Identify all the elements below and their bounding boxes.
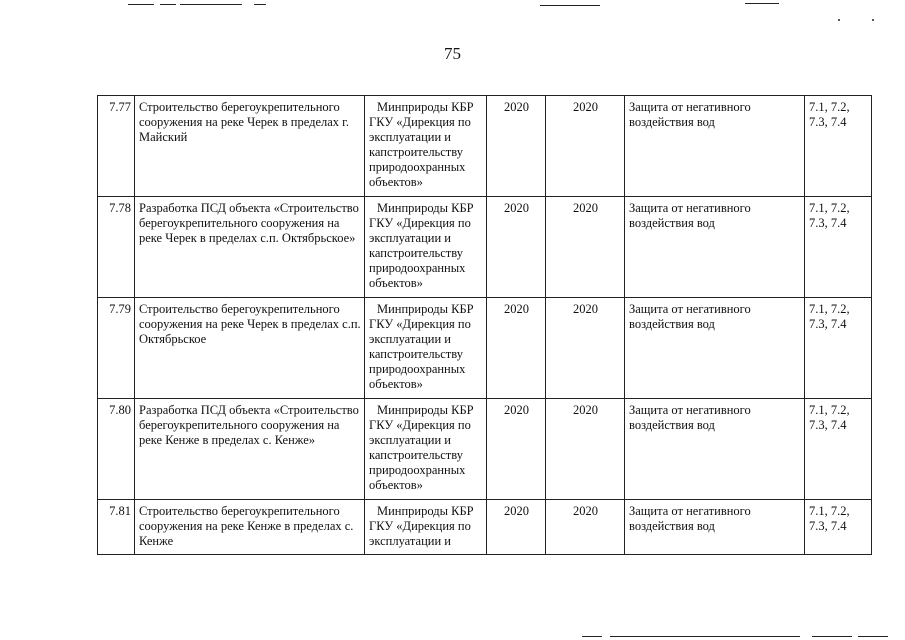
start-year: 2020 (487, 500, 546, 555)
scan-artifact-line (128, 4, 154, 5)
row-number: 7.80 (98, 399, 135, 500)
end-year: 2020 (546, 399, 625, 500)
scan-artifact-line (540, 5, 600, 6)
row-number: 7.79 (98, 298, 135, 399)
measure-title: Строительство берегоукрепительного сооружения на реке Черек в пределах г. Майский (135, 96, 365, 197)
responsible-org: Минприроды КБР ГКУ «Дирекция по эксплуатации и капстроительству природоохранных объектов» (365, 298, 487, 399)
indicator-refs: 7.1, 7.2, 7.3, 7.4 (805, 298, 872, 399)
row-number: 7.81 (98, 500, 135, 555)
scan-artifact-line (745, 3, 779, 4)
start-year: 2020 (487, 197, 546, 298)
scan-artifact-line (160, 4, 176, 5)
expected-result: Защита от негативного воздействия вод (625, 96, 805, 197)
row-number: 7.78 (98, 197, 135, 298)
start-year: 2020 (487, 399, 546, 500)
responsible-org: Минприроды КБР ГКУ «Дирекция по эксплуатации и капстроительству природоохранных объектов» (365, 96, 487, 197)
expected-result: Защита от негативного воздействия вод (625, 399, 805, 500)
table-row (98, 500, 872, 555)
end-year: 2020 (546, 298, 625, 399)
measure-title: Строительство берегоукрепительного сооружения на реке Кенже в пределах с. Кенже (135, 500, 365, 555)
end-year: 2020 (546, 500, 625, 555)
scan-artifact-line (812, 636, 852, 637)
row-number: 7.77 (98, 96, 135, 197)
scan-artifact-line (610, 636, 800, 637)
measure-title: Строительство берегоукрепительного сооружения на реке Черек в пределах с.п. Октябрьское (135, 298, 365, 399)
responsible-org: Минприроды КБР ГКУ «Дирекция по эксплуатации и капстроительству природоохранных объектов» (365, 197, 487, 298)
expected-result: Защита от негативного воздействия вод (625, 197, 805, 298)
indicator-refs: 7.1, 7.2, 7.3, 7.4 (805, 197, 872, 298)
table-row (98, 96, 872, 197)
measures-table (97, 95, 872, 555)
table-row (98, 298, 872, 399)
expected-result: Защита от негативного воздействия вод (625, 298, 805, 399)
indicator-refs: 7.1, 7.2, 7.3, 7.4 (805, 96, 872, 197)
responsible-org: Минприроды КБР ГКУ «Дирекция по эксплуатации и капстроительству природоохранных объектов» (365, 399, 487, 500)
expected-result: Защита от негативного воздействия вод (625, 500, 805, 555)
responsible-org: Минприроды КБР ГКУ «Дирекция по эксплуатации и (365, 500, 487, 555)
scan-artifact-line (254, 4, 266, 5)
scan-artifact-dot (872, 19, 874, 21)
measure-title: Разработка ПСД объекта «Строительство берегоукрепительного сооружения на реке Кенже в пределах с. Кенже» (135, 399, 365, 500)
indicator-refs: 7.1, 7.2, 7.3, 7.4 (805, 399, 872, 500)
measure-title: Разработка ПСД объекта «Строительство берегоукрепительного сооружения на реке Черек в пределах с.п. Октябрьское» (135, 197, 365, 298)
scan-artifact-dot (838, 19, 840, 21)
start-year: 2020 (487, 298, 546, 399)
start-year: 2020 (487, 96, 546, 197)
scan-artifact-line (858, 636, 888, 637)
indicator-refs: 7.1, 7.2, 7.3, 7.4 (805, 500, 872, 555)
page-number: 75 (444, 44, 461, 63)
table-row (98, 197, 872, 298)
table-row (98, 399, 872, 500)
scan-artifact-line (180, 4, 242, 5)
end-year: 2020 (546, 197, 625, 298)
end-year: 2020 (546, 96, 625, 197)
scan-artifact-line (582, 636, 602, 637)
